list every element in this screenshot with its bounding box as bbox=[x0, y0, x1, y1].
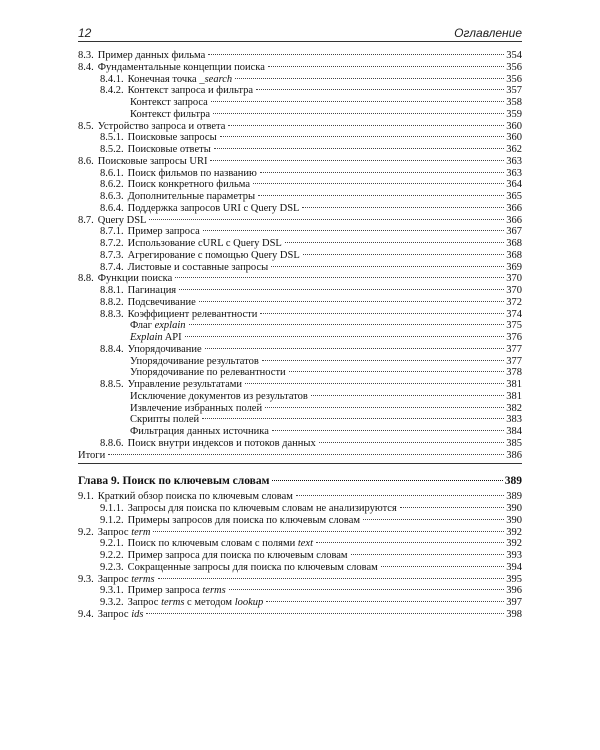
toc-entry-title bbox=[78, 203, 300, 215]
toc-entry-title-text: Флаг bbox=[130, 320, 155, 332]
toc-entry-number: 8.5. bbox=[78, 120, 94, 132]
toc-entry-title-text: API bbox=[162, 332, 182, 343]
toc-entry-title-text: Упорядочивание по релевантности bbox=[130, 367, 286, 379]
toc-entry-title-italic: _search bbox=[199, 73, 233, 85]
toc-entry[interactable] bbox=[78, 491, 522, 503]
dot-leader bbox=[363, 519, 504, 520]
dot-leader bbox=[214, 148, 504, 149]
toc-entry-number: 8.8. bbox=[78, 273, 94, 285]
toc-page-number: 366 bbox=[506, 214, 522, 226]
toc-entry-number: 8.4. bbox=[78, 61, 94, 73]
toc-entry-title-text: Контекст запроса и фильтра bbox=[127, 85, 253, 97]
toc-entry-number: 8.8.3. bbox=[100, 308, 124, 320]
toc-entry-number: 8.8.6. bbox=[100, 437, 124, 449]
toc-page-number: 392 bbox=[506, 526, 522, 538]
toc-entry-title bbox=[78, 474, 270, 488]
toc-entry-title-text: Поддержка запросов URI с Query DSL bbox=[127, 202, 300, 214]
toc-page-number: 372 bbox=[506, 296, 522, 308]
toc-entry-title bbox=[78, 438, 317, 450]
dot-leader bbox=[203, 230, 504, 231]
toc-entry-title bbox=[78, 191, 256, 203]
toc-entry[interactable] bbox=[78, 309, 522, 321]
toc-entry[interactable] bbox=[78, 379, 522, 391]
dot-leader bbox=[158, 578, 505, 579]
section-divider bbox=[78, 463, 522, 464]
toc-page-number: 378 bbox=[506, 367, 522, 379]
toc-entry-number: 8.8.5. bbox=[100, 379, 124, 390]
toc-entry-title-italic: text bbox=[297, 538, 313, 550]
toc-entry-title bbox=[78, 367, 287, 379]
toc-entry-title bbox=[78, 179, 251, 191]
toc-entry-number: 8.7.3. bbox=[100, 249, 124, 261]
toc-entry-title bbox=[78, 74, 233, 86]
toc-page-number: 398 bbox=[506, 608, 522, 620]
toc-page-number: 381 bbox=[506, 379, 522, 390]
toc-page-number: 365 bbox=[506, 191, 522, 202]
toc-entry-number: 9.2.3. bbox=[100, 561, 124, 573]
toc-entry-title bbox=[78, 97, 209, 109]
toc-entry-title-text: Пример запроса bbox=[127, 585, 203, 597]
page-header bbox=[78, 26, 522, 42]
toc-entry-title-text: Краткий обзор поиска по ключевым словам bbox=[97, 491, 293, 503]
toc-entry-number: 9.3.1. bbox=[100, 585, 124, 597]
toc-entry-number: 8.8.4. bbox=[100, 343, 124, 355]
toc-entry-title-text: Запрос bbox=[127, 597, 162, 608]
toc-entry-title-text: Коэффициент релевантности bbox=[127, 308, 258, 320]
toc-entry-title bbox=[78, 62, 266, 74]
dot-leader bbox=[303, 254, 505, 255]
toc-page-number: 375 bbox=[506, 320, 522, 332]
toc-entry-title-text: Упорядочивание результатов bbox=[130, 355, 259, 367]
toc-entry-title-text: Листовые и составные запросы bbox=[127, 261, 269, 273]
toc-entry[interactable] bbox=[78, 414, 522, 426]
toc-page-number: 366 bbox=[506, 202, 522, 214]
dot-leader bbox=[319, 442, 505, 443]
dot-leader bbox=[285, 242, 504, 243]
toc-entry-title bbox=[78, 391, 309, 403]
toc-entry-title bbox=[78, 344, 203, 356]
toc-entry[interactable] bbox=[78, 132, 522, 144]
toc-entry[interactable] bbox=[78, 515, 522, 527]
toc-entry[interactable] bbox=[78, 85, 522, 97]
toc-entry-title bbox=[78, 285, 177, 297]
toc-entry-title-text: Сокращенные запросы для поиска по ключевым словам bbox=[127, 561, 378, 573]
toc-page-number: 356 bbox=[506, 61, 522, 73]
toc-page-number: 382 bbox=[506, 402, 522, 414]
toc-entry-title-text: Поиск фильмов по названию bbox=[127, 167, 257, 179]
toc-entry-title-italic: terms bbox=[202, 585, 226, 597]
toc-entry-title bbox=[78, 109, 211, 121]
toc-entry[interactable] bbox=[78, 585, 522, 597]
toc-entry-title-text: Контекст фильтра bbox=[130, 108, 210, 120]
toc-entry-title bbox=[78, 356, 260, 368]
toc-page-number: 360 bbox=[506, 120, 522, 132]
toc-page-number: 392 bbox=[506, 538, 522, 550]
toc-entry-title-italic: terms bbox=[131, 573, 155, 585]
toc-page-number: 389 bbox=[506, 491, 522, 503]
toc-entry-title bbox=[78, 121, 226, 133]
toc-page-number: 370 bbox=[506, 273, 522, 285]
toc-entry[interactable] bbox=[78, 179, 522, 191]
toc-entry-number: 9.3. bbox=[78, 573, 94, 585]
toc-entry-title bbox=[78, 273, 173, 285]
toc-entry-title bbox=[78, 297, 197, 309]
dot-leader bbox=[199, 301, 505, 302]
toc-entry-title bbox=[78, 597, 264, 609]
toc-entry-title bbox=[78, 132, 218, 144]
toc-page-number: 354 bbox=[506, 50, 522, 61]
dot-leader bbox=[268, 66, 504, 67]
toc-page-number: 393 bbox=[506, 550, 522, 561]
toc-entry-title-text: Устройство запроса и ответа bbox=[97, 120, 226, 132]
toc-entry-number: 8.7. bbox=[78, 214, 94, 226]
toc-entry[interactable] bbox=[78, 562, 522, 574]
dot-leader bbox=[245, 383, 504, 384]
toc-entry-title-text: Глава 9. Поиск по ключевым словам bbox=[78, 475, 270, 488]
dot-leader bbox=[146, 613, 504, 614]
toc-entry-number: 8.6.2. bbox=[100, 179, 124, 191]
toc-entry[interactable] bbox=[78, 344, 522, 356]
toc-entry[interactable] bbox=[78, 168, 522, 180]
toc-entry[interactable] bbox=[78, 262, 522, 274]
toc-entry[interactable] bbox=[78, 238, 522, 250]
toc-entry-title bbox=[78, 215, 147, 227]
toc-entry-number: 8.3. bbox=[78, 50, 94, 61]
toc-page-number: 369 bbox=[506, 261, 522, 273]
toc-entry-title-text: Фильтрация данных источника bbox=[130, 426, 269, 437]
dot-leader bbox=[260, 172, 504, 173]
toc-entry-number: 8.6.4. bbox=[100, 202, 124, 214]
dot-leader bbox=[351, 554, 505, 555]
dot-leader bbox=[179, 289, 504, 290]
toc-entry-number: 8.6. bbox=[78, 155, 94, 167]
page-number: 12 bbox=[78, 26, 92, 40]
toc-entry-title-text: Примеры запросов для поиска по ключевым словам bbox=[127, 514, 361, 526]
toc-entry-title-text: Query DSL bbox=[97, 214, 147, 226]
dot-leader bbox=[260, 313, 504, 314]
toc-entry[interactable] bbox=[78, 191, 522, 203]
toc-entry-title bbox=[78, 515, 361, 527]
toc-entry-title bbox=[78, 562, 379, 574]
toc-entry-title bbox=[78, 550, 349, 562]
toc-entry-title bbox=[78, 609, 144, 621]
toc-page-number: 390 bbox=[506, 503, 522, 514]
toc-page-number: 362 bbox=[506, 144, 522, 155]
toc-entry-title-text: Пример данных фильма bbox=[97, 50, 206, 61]
toc-entry-title bbox=[78, 414, 200, 426]
dot-leader bbox=[205, 348, 505, 349]
dot-leader bbox=[302, 207, 504, 208]
toc-entry-title bbox=[78, 503, 398, 515]
dot-leader bbox=[381, 566, 504, 567]
toc-entry[interactable] bbox=[78, 438, 522, 450]
toc-entry[interactable] bbox=[78, 609, 522, 621]
toc-entry[interactable] bbox=[78, 503, 522, 515]
toc-page-number: 383 bbox=[506, 414, 522, 426]
toc-entry-title bbox=[78, 50, 206, 62]
toc-entry-title-text: Управление результатами bbox=[127, 379, 243, 390]
toc-entry-number: 9.4. bbox=[78, 608, 94, 620]
toc-entry-title bbox=[78, 574, 156, 586]
toc-entry-title-text: Поисковые запросы bbox=[127, 132, 217, 144]
toc-entry-number: 9.1.1. bbox=[100, 503, 124, 514]
toc-entry-title-italic: lookup bbox=[234, 597, 264, 608]
toc-entry[interactable] bbox=[78, 332, 522, 344]
toc-page-number: 381 bbox=[506, 390, 522, 402]
dot-leader bbox=[213, 113, 504, 114]
toc-page-number: 357 bbox=[506, 85, 522, 97]
toc-page-number: 389 bbox=[504, 475, 522, 488]
dot-leader bbox=[316, 542, 504, 543]
toc-page-number: 386 bbox=[506, 449, 522, 461]
toc-entry-number: 9.1.2. bbox=[100, 514, 124, 526]
dot-leader bbox=[149, 219, 504, 220]
dot-leader bbox=[211, 101, 504, 102]
toc-entry[interactable] bbox=[78, 62, 522, 74]
toc-entry[interactable] bbox=[78, 297, 522, 309]
dot-leader bbox=[185, 336, 505, 337]
toc-page-number: 356 bbox=[506, 73, 522, 85]
toc-entry-title-text: Агрегирование с помощью Query DSL bbox=[127, 249, 300, 261]
toc-entry-number: 9.2. bbox=[78, 526, 94, 538]
toc-page-number: 377 bbox=[506, 343, 522, 355]
toc-entry[interactable] bbox=[78, 285, 522, 297]
toc-entry-title-text: Дополнительные параметры bbox=[127, 191, 255, 202]
toc-page-number: 359 bbox=[506, 108, 522, 120]
toc-page-number: 358 bbox=[506, 97, 522, 108]
toc-entry-title bbox=[78, 250, 301, 262]
toc-entry[interactable] bbox=[78, 391, 522, 403]
toc-entry-title-text: Поисковые запросы URI bbox=[97, 155, 208, 167]
toc-entry-title bbox=[78, 238, 283, 250]
toc-entry-title bbox=[78, 527, 151, 539]
toc-entry-title-text: Поисковые ответы bbox=[127, 144, 211, 155]
toc-entry-title-text: Запрос bbox=[97, 573, 132, 585]
toc-entry[interactable] bbox=[78, 320, 522, 332]
toc-entry-title-text: Извлечение избранных полей bbox=[130, 402, 263, 414]
dot-leader bbox=[272, 430, 504, 431]
dot-leader bbox=[311, 395, 504, 396]
toc-entry-title bbox=[78, 85, 254, 97]
toc-entry[interactable] bbox=[78, 367, 522, 379]
toc-entry[interactable] bbox=[78, 97, 522, 109]
toc-entry-title-text: Контекст запроса bbox=[130, 97, 208, 108]
toc-entry-number: 8.7.2. bbox=[100, 238, 124, 249]
toc-page-number: 390 bbox=[506, 514, 522, 526]
dot-leader bbox=[266, 601, 504, 602]
toc-entry-title bbox=[78, 403, 263, 415]
toc-entry-title-text: Функции поиска bbox=[97, 273, 173, 285]
toc-entry[interactable] bbox=[78, 226, 522, 238]
dot-leader bbox=[208, 54, 504, 55]
toc-page-number: 364 bbox=[506, 179, 522, 191]
toc-entry[interactable] bbox=[78, 403, 522, 415]
toc-entry[interactable] bbox=[78, 550, 522, 562]
toc-entry-title-text: Фундаментальные концепции поиска bbox=[97, 61, 265, 73]
dot-leader bbox=[271, 266, 504, 267]
toc-page-number: 385 bbox=[506, 437, 522, 449]
toc-page-number: 368 bbox=[506, 249, 522, 261]
toc-entry[interactable] bbox=[78, 74, 522, 86]
toc-entry-title-italic: terms bbox=[161, 597, 185, 608]
running-title: Оглавление bbox=[454, 26, 522, 40]
toc-entry-title-text: Пагинация bbox=[127, 285, 177, 296]
toc-entry-title bbox=[78, 332, 183, 344]
toc-entry[interactable] bbox=[78, 109, 522, 121]
toc-entry-title-text: Поиск внутри индексов и потоков данных bbox=[127, 437, 316, 449]
toc-entry[interactable] bbox=[78, 450, 522, 462]
dot-leader bbox=[229, 589, 505, 590]
toc-entry-title-text: Поиск по ключевым словам с полями bbox=[127, 538, 298, 550]
toc-entry[interactable] bbox=[78, 250, 522, 262]
dot-leader bbox=[262, 360, 504, 361]
toc-entry-title bbox=[78, 379, 243, 391]
toc-entry-number: 9.2.1. bbox=[100, 538, 124, 550]
toc-page-number: 363 bbox=[506, 167, 522, 179]
toc-page-number: 384 bbox=[506, 426, 522, 437]
toc-entry-title-text: Запросы для поиска по ключевым словам не анализируются bbox=[127, 503, 397, 514]
toc-entry-number: 8.6.1. bbox=[100, 167, 124, 179]
dot-leader bbox=[108, 454, 504, 455]
toc-entry-title bbox=[78, 156, 208, 168]
dot-leader bbox=[220, 136, 505, 137]
toc-entry[interactable] bbox=[78, 273, 522, 285]
toc-entry[interactable] bbox=[78, 156, 522, 168]
toc-entry-title-text: Скрипты полей bbox=[130, 414, 200, 426]
toc-entry-title-text: Итоги bbox=[78, 449, 106, 461]
toc-entry-title-italic: ids bbox=[131, 608, 144, 620]
dot-leader bbox=[189, 324, 505, 325]
toc-entry-number: 8.4.1. bbox=[100, 73, 124, 85]
toc-entry-title bbox=[78, 262, 269, 274]
toc-entry-number: 8.6.3. bbox=[100, 191, 124, 202]
toc-entry-title-italic: explain bbox=[154, 320, 186, 332]
toc-entry-number: 8.4.2. bbox=[100, 85, 124, 97]
toc-entry-title bbox=[78, 320, 187, 332]
toc-page-number: 394 bbox=[506, 561, 522, 573]
dot-leader bbox=[289, 371, 505, 372]
toc-entry-title-text: Пример запроса для поиска по ключевым словам bbox=[127, 550, 348, 561]
toc-entry-title-italic: Explain bbox=[130, 332, 163, 343]
toc-entry-title-text: с методом bbox=[184, 597, 235, 608]
toc-page-number: 363 bbox=[506, 155, 522, 167]
dot-leader bbox=[296, 495, 504, 496]
toc-entry-number: 8.8.1. bbox=[100, 285, 124, 296]
toc-entry[interactable] bbox=[78, 203, 522, 215]
toc-entry-number: 8.5.2. bbox=[100, 144, 124, 155]
toc-page-number: 374 bbox=[506, 308, 522, 320]
toc-page-number: 368 bbox=[506, 238, 522, 249]
toc-page-number: 360 bbox=[506, 132, 522, 144]
toc-entry-number: 9.3.2. bbox=[100, 597, 124, 608]
toc-entry-number: 8.7.4. bbox=[100, 261, 124, 273]
toc-entry[interactable] bbox=[78, 597, 522, 609]
toc-entry-title bbox=[78, 450, 106, 462]
toc-entry-title-text: Запрос bbox=[97, 526, 132, 538]
toc-entry-title-text: Использование cURL с Query DSL bbox=[127, 238, 282, 249]
toc-entry-number: 9.2.2. bbox=[100, 550, 124, 561]
toc-chapter-entry[interactable] bbox=[78, 474, 522, 488]
dot-leader bbox=[258, 195, 504, 196]
toc-entry[interactable] bbox=[78, 527, 522, 539]
toc-entry-title bbox=[78, 585, 227, 597]
toc-entry[interactable] bbox=[78, 144, 522, 156]
toc-entry-title bbox=[78, 309, 258, 321]
toc-entry[interactable] bbox=[78, 215, 522, 227]
dot-leader bbox=[210, 160, 504, 161]
toc-entry-title bbox=[78, 491, 294, 503]
toc-entry-title-text: Конечная точка bbox=[127, 73, 200, 85]
toc-entry-title bbox=[78, 168, 258, 180]
toc-page-number: 376 bbox=[506, 332, 522, 343]
dot-leader bbox=[175, 277, 504, 278]
toc-entry-number: 8.8.2. bbox=[100, 296, 124, 308]
header-rule bbox=[78, 41, 522, 42]
dot-leader bbox=[256, 89, 504, 90]
dot-leader bbox=[235, 78, 504, 79]
toc-page-number: 377 bbox=[506, 355, 522, 367]
toc-entry-title bbox=[78, 426, 270, 438]
toc-entry-title-text: Упорядочивание bbox=[127, 343, 202, 355]
toc-entry-title bbox=[78, 144, 212, 156]
toc-entry[interactable] bbox=[78, 574, 522, 586]
dot-leader bbox=[265, 407, 504, 408]
toc-entry[interactable] bbox=[78, 356, 522, 368]
toc-entry-number: 8.5.1. bbox=[100, 132, 124, 144]
toc-entry-title-italic: term bbox=[131, 526, 151, 538]
toc-page-number: 397 bbox=[506, 597, 522, 608]
dot-leader bbox=[153, 531, 504, 532]
toc-entry[interactable] bbox=[78, 121, 522, 133]
dot-leader bbox=[400, 507, 504, 508]
table-of-contents bbox=[78, 50, 522, 621]
dot-leader bbox=[202, 418, 504, 419]
toc-entry-title bbox=[78, 226, 201, 238]
toc-entry-title-text: Запрос bbox=[97, 608, 132, 620]
toc-entry-number: 9.1. bbox=[78, 491, 94, 503]
toc-entry[interactable] bbox=[78, 538, 522, 550]
toc-entry[interactable] bbox=[78, 426, 522, 438]
dot-leader bbox=[253, 183, 504, 184]
toc-entry-title-text: Исключение документов из результатов bbox=[130, 390, 308, 402]
toc-page-number: 367 bbox=[506, 226, 522, 238]
dot-leader bbox=[228, 125, 504, 126]
toc-entry-title-text: Поиск конкретного фильма bbox=[127, 179, 250, 191]
toc-page-number: 395 bbox=[506, 573, 522, 585]
toc-entry-title-text: Пример запроса bbox=[127, 226, 200, 238]
toc-entry-number: 8.7.1. bbox=[100, 226, 124, 238]
toc-entry-title-text: Подсвечивание bbox=[127, 296, 196, 308]
toc-page-number: 370 bbox=[506, 285, 522, 296]
dot-leader bbox=[272, 480, 502, 481]
toc-entry[interactable] bbox=[78, 50, 522, 62]
toc-entry-title bbox=[78, 538, 314, 550]
toc-page-number: 396 bbox=[506, 585, 522, 597]
